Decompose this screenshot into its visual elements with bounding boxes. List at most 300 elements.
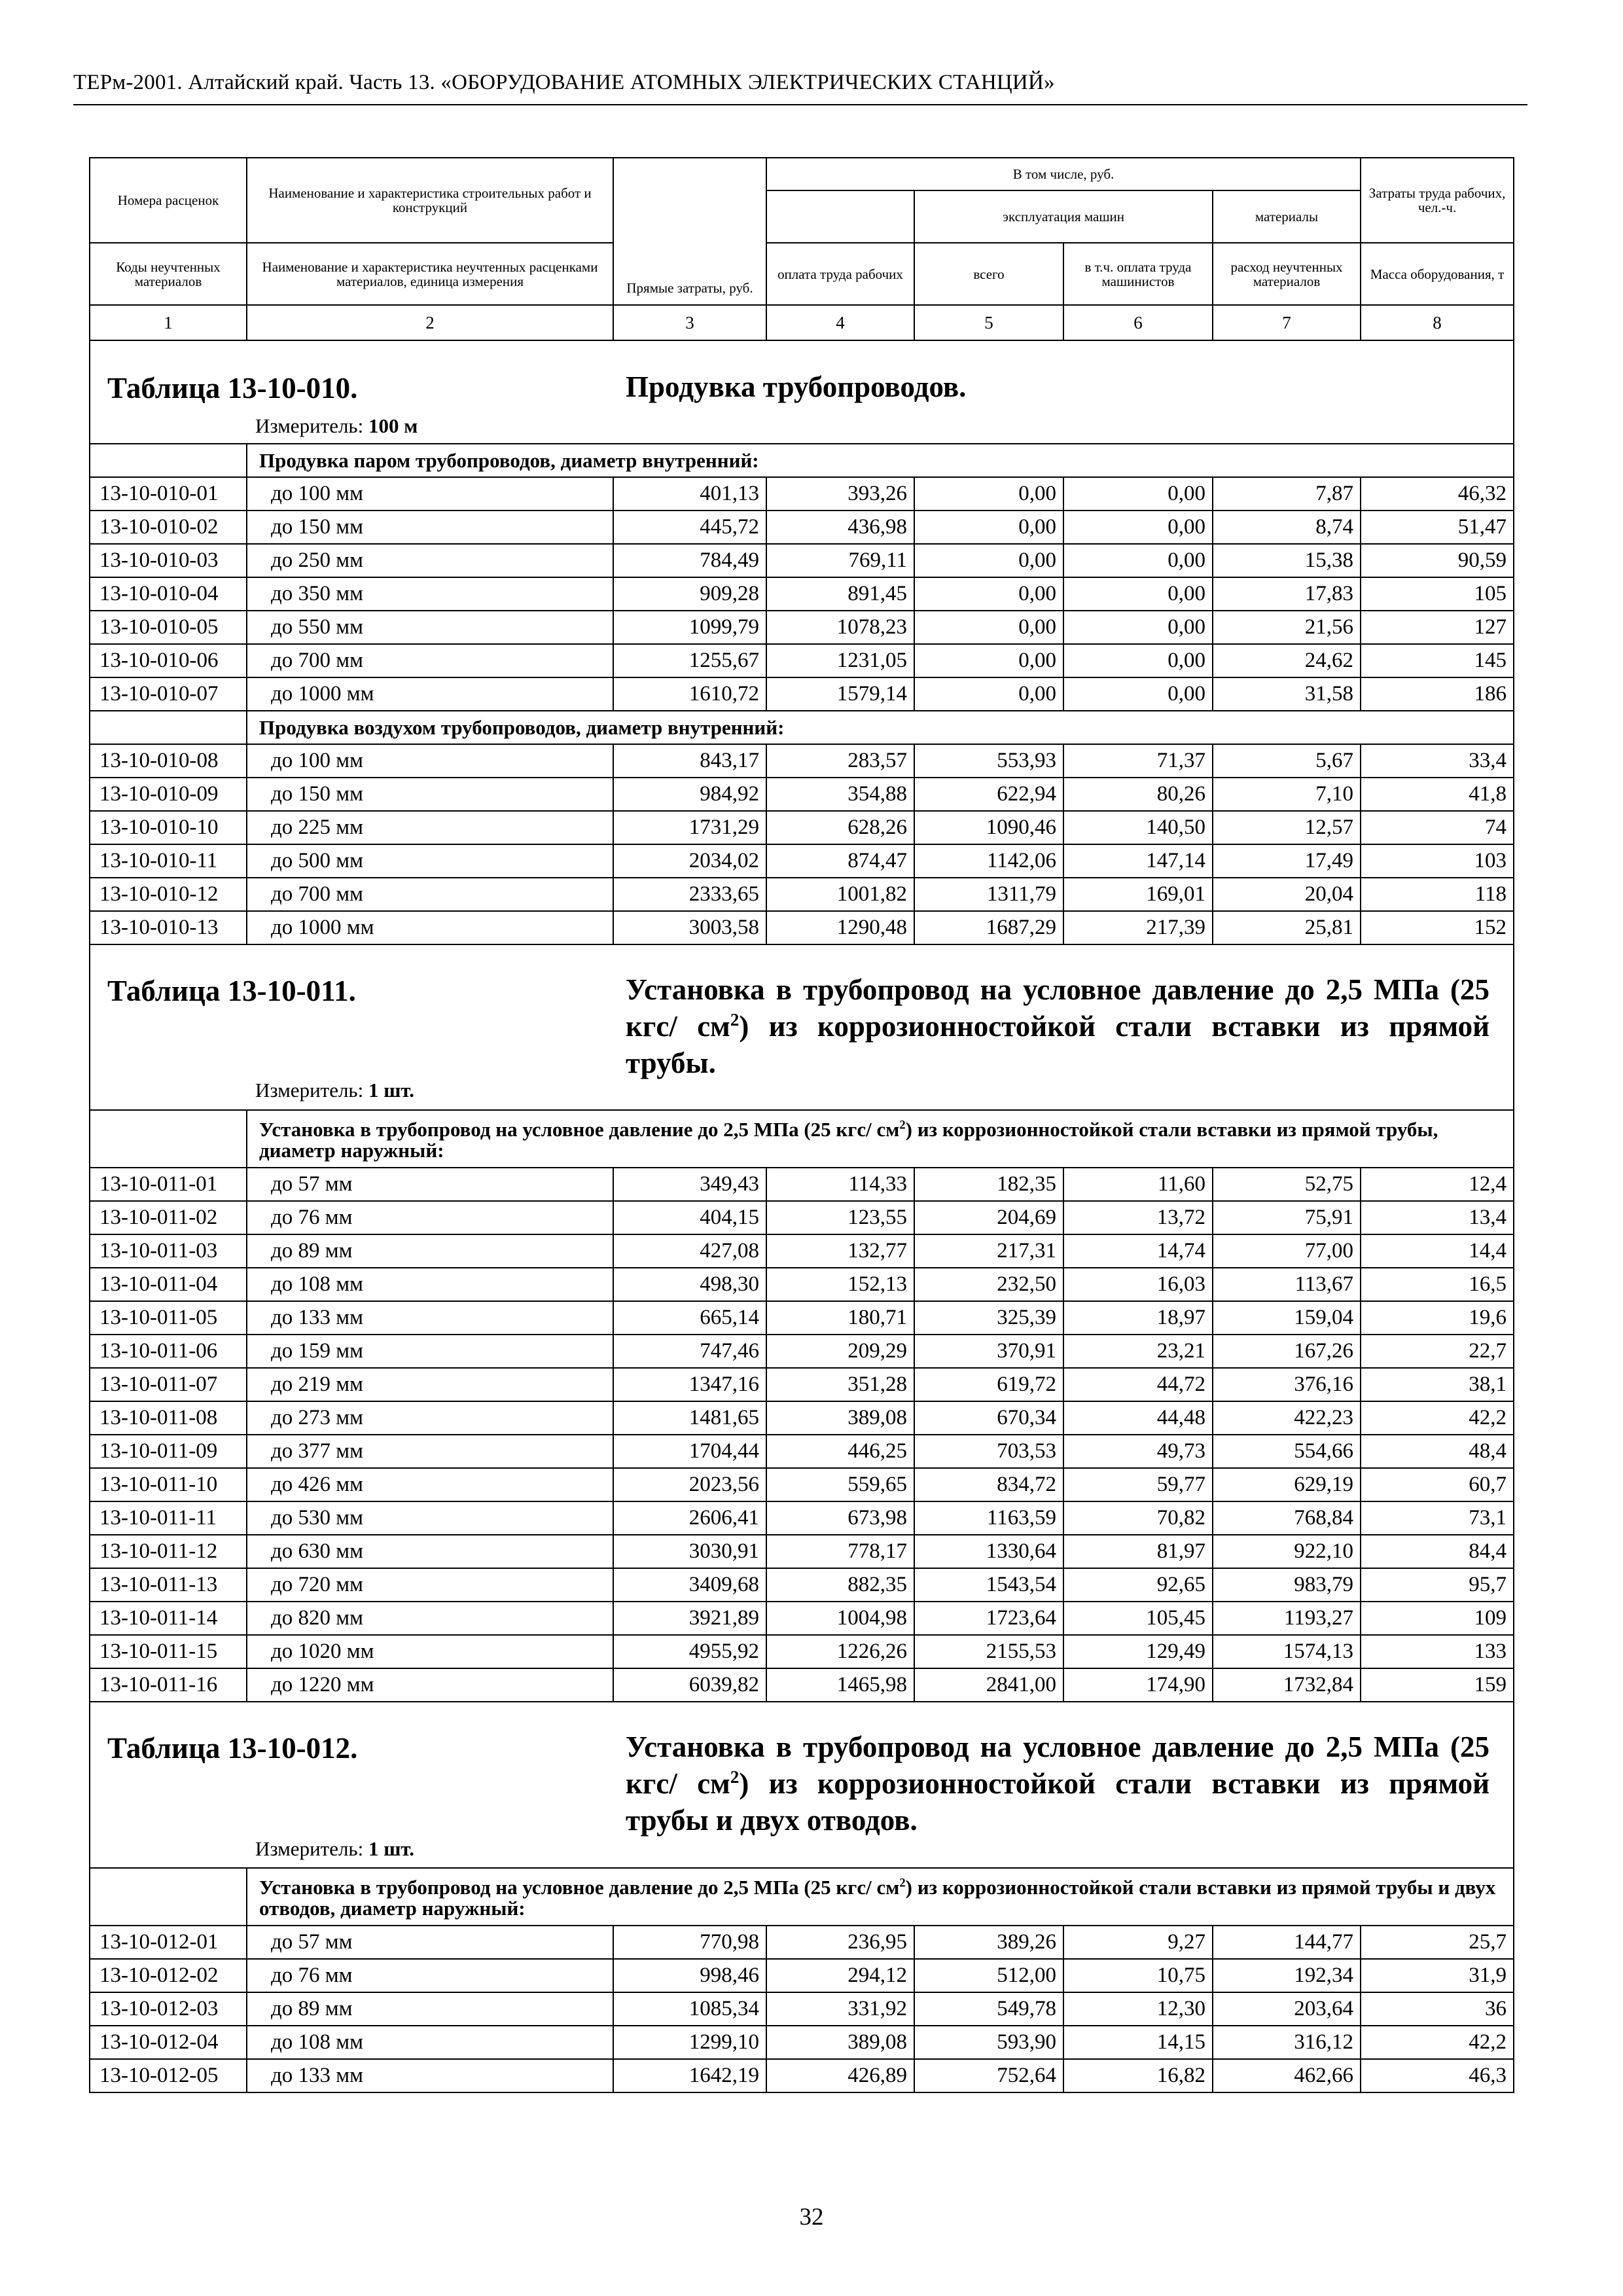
table-row bbox=[90, 1335, 1514, 1368]
worker-pay-cell: 1004,98 bbox=[766, 1602, 914, 1635]
rate-code-cell: 13-10-011-02 bbox=[90, 1201, 247, 1234]
worker-pay-cell: 559,65 bbox=[766, 1468, 914, 1501]
labor-cost-cell: 46,32 bbox=[1361, 477, 1514, 511]
group-code-spacer bbox=[90, 444, 247, 477]
superscript-2: 2 bbox=[730, 1767, 740, 1787]
group-heading-row bbox=[90, 444, 1514, 477]
materials-cell: 316,12 bbox=[1213, 2026, 1361, 2059]
machinist-pay-cell: 23,21 bbox=[1063, 1335, 1213, 1368]
materials-cell: 21,56 bbox=[1213, 611, 1361, 644]
labor-cost-cell: 42,2 bbox=[1361, 1401, 1514, 1435]
labor-cost-cell: 105 bbox=[1361, 577, 1514, 611]
labor-cost-cell: 145 bbox=[1361, 644, 1514, 677]
machinist-pay-cell: 13,72 bbox=[1063, 1201, 1213, 1234]
diameter-cell: до 89 мм bbox=[247, 1992, 613, 2026]
direct-cost-cell: 2333,65 bbox=[613, 878, 766, 911]
materials-cell: 17,49 bbox=[1213, 844, 1361, 878]
materials-cell: 17,83 bbox=[1213, 577, 1361, 611]
table-row bbox=[90, 1234, 1514, 1268]
measure-label: Измеритель: bbox=[255, 1079, 364, 1102]
worker-pay-cell: 891,45 bbox=[766, 577, 914, 611]
table-row bbox=[90, 1501, 1514, 1535]
rate-code-cell: 13-10-011-12 bbox=[90, 1535, 247, 1568]
materials-cell: 554,66 bbox=[1213, 1435, 1361, 1468]
worker-pay-cell: 882,35 bbox=[766, 1568, 914, 1602]
worker-pay-cell: 283,57 bbox=[766, 744, 914, 778]
diameter-cell: до 700 мм bbox=[247, 878, 613, 911]
measure-value: 1 шт. bbox=[368, 1079, 415, 1102]
worker-pay-cell: 1290,48 bbox=[766, 911, 914, 944]
column-number: 4 bbox=[766, 305, 914, 340]
machinist-pay-cell: 10,75 bbox=[1063, 1959, 1213, 1992]
col-rate-no-header: Номера расценок bbox=[90, 158, 247, 243]
materials-cell: 75,91 bbox=[1213, 1201, 1361, 1234]
table-row bbox=[90, 1401, 1514, 1435]
group-code-spacer bbox=[90, 711, 247, 744]
worker-pay-cell: 1465,98 bbox=[766, 1668, 914, 1702]
machines-total-cell: 1163,59 bbox=[914, 1501, 1063, 1535]
diameter-cell: до 159 мм bbox=[247, 1335, 613, 1368]
labor-cost-cell: 33,4 bbox=[1361, 744, 1514, 778]
worker-pay-cell: 389,08 bbox=[766, 2026, 914, 2059]
rate-code-cell: 13-10-010-11 bbox=[90, 844, 247, 878]
col-worker-pay-spacer bbox=[766, 190, 914, 243]
diameter-cell: до 150 мм bbox=[247, 511, 613, 544]
direct-cost-cell: 3003,58 bbox=[613, 911, 766, 944]
rate-code-cell: 13-10-012-04 bbox=[90, 2026, 247, 2059]
diameter-cell: до 500 мм bbox=[247, 844, 613, 878]
machinist-pay-cell: 70,82 bbox=[1063, 1501, 1213, 1535]
rate-code-cell: 13-10-010-06 bbox=[90, 644, 247, 677]
materials-cell: 203,64 bbox=[1213, 1992, 1361, 2026]
machines-total-cell: 622,94 bbox=[914, 778, 1063, 811]
table-row bbox=[90, 1268, 1514, 1301]
labor-cost-cell: 133 bbox=[1361, 1635, 1514, 1668]
group-heading: Продувка паром трубопроводов, диаметр внутренний: bbox=[247, 444, 1514, 477]
worker-pay-cell: 132,77 bbox=[766, 1234, 914, 1268]
machines-total-cell: 752,64 bbox=[914, 2059, 1063, 2092]
group-heading-row bbox=[90, 1110, 1514, 1168]
table-row bbox=[90, 1535, 1514, 1568]
labor-cost-cell: 186 bbox=[1361, 677, 1514, 711]
table-number: Таблица 13-10-011. bbox=[107, 975, 356, 1007]
materials-cell: 113,67 bbox=[1213, 1268, 1361, 1301]
table-title bbox=[626, 1729, 1489, 1839]
worker-pay-cell: 426,89 bbox=[766, 2059, 914, 2092]
labor-cost-cell: 12,4 bbox=[1361, 1168, 1514, 1201]
machinist-pay-cell: 0,00 bbox=[1063, 677, 1213, 711]
table-row bbox=[90, 1568, 1514, 1602]
table-row bbox=[90, 911, 1514, 944]
diameter-cell: до 108 мм bbox=[247, 1268, 613, 1301]
worker-pay-cell: 180,71 bbox=[766, 1301, 914, 1335]
table-row bbox=[90, 1602, 1514, 1635]
materials-cell: 1732,84 bbox=[1213, 1668, 1361, 1702]
rate-code-cell: 13-10-011-01 bbox=[90, 1168, 247, 1201]
machines-total-cell: 619,72 bbox=[914, 1368, 1063, 1401]
measure-value: 1 шт. bbox=[368, 1837, 415, 1860]
diameter-cell: до 550 мм bbox=[247, 611, 613, 644]
machinist-pay-cell: 169,01 bbox=[1063, 878, 1213, 911]
direct-cost-cell: 770,98 bbox=[613, 1926, 766, 1959]
labor-cost-cell: 31,9 bbox=[1361, 1959, 1514, 1992]
diameter-cell: до 1000 мм bbox=[247, 677, 613, 711]
machinist-pay-cell: 147,14 bbox=[1063, 844, 1213, 878]
direct-cost-cell: 1610,72 bbox=[613, 677, 766, 711]
labor-cost-cell: 48,4 bbox=[1361, 1435, 1514, 1468]
table-row bbox=[90, 544, 1514, 577]
table-title-row bbox=[90, 944, 1514, 1110]
rate-code-cell: 13-10-011-05 bbox=[90, 1301, 247, 1335]
machinist-pay-cell: 11,60 bbox=[1063, 1168, 1213, 1201]
rate-code-cell: 13-10-010-12 bbox=[90, 878, 247, 911]
diameter-cell: до 76 мм bbox=[247, 1201, 613, 1234]
materials-cell: 768,84 bbox=[1213, 1501, 1361, 1535]
diameter-cell: до 350 мм bbox=[247, 577, 613, 611]
worker-pay-cell: 294,12 bbox=[766, 1959, 914, 1992]
labor-cost-cell: 13,4 bbox=[1361, 1201, 1514, 1234]
worker-pay-cell: 152,13 bbox=[766, 1268, 914, 1301]
group-heading: Продувка воздухом трубопроводов, диаметр внутренний: bbox=[247, 711, 1514, 744]
machines-total-cell: 553,93 bbox=[914, 744, 1063, 778]
rate-code-cell: 13-10-010-13 bbox=[90, 911, 247, 944]
table-row bbox=[90, 778, 1514, 811]
table-title-block bbox=[90, 341, 1513, 443]
materials-cell: 159,04 bbox=[1213, 1301, 1361, 1335]
labor-cost-cell: 19,6 bbox=[1361, 1301, 1514, 1335]
rate-code-cell: 13-10-011-16 bbox=[90, 1668, 247, 1702]
col-labor-cost-header: Затраты труда рабочих, чел.-ч. bbox=[1361, 158, 1514, 243]
diameter-cell: до 133 мм bbox=[247, 2059, 613, 2092]
diameter-cell: до 76 мм bbox=[247, 1959, 613, 1992]
group-heading-part: Установка в трубопровод на условное давление до 2,5 МПа (25 кгс/ см bbox=[259, 1118, 900, 1141]
diameter-cell: до 820 мм bbox=[247, 1602, 613, 1635]
table-row bbox=[90, 1959, 1514, 1992]
rate-code-cell: 13-10-010-04 bbox=[90, 577, 247, 611]
worker-pay-cell: 209,29 bbox=[766, 1335, 914, 1368]
worker-pay-cell: 1579,14 bbox=[766, 677, 914, 711]
table-number: Таблица 13-10-010. bbox=[107, 372, 358, 404]
header-row-1 bbox=[90, 158, 1514, 190]
materials-cell: 983,79 bbox=[1213, 1568, 1361, 1602]
diameter-cell: до 377 мм bbox=[247, 1435, 613, 1468]
table-row bbox=[90, 1301, 1514, 1335]
worker-pay-cell: 236,95 bbox=[766, 1926, 914, 1959]
table-row bbox=[90, 1368, 1514, 1401]
machines-total-cell: 0,00 bbox=[914, 511, 1063, 544]
measure-value: 100 м bbox=[368, 414, 418, 437]
worker-pay-cell: 436,98 bbox=[766, 511, 914, 544]
machines-total-cell: 834,72 bbox=[914, 1468, 1063, 1501]
machines-total-cell: 1311,79 bbox=[914, 878, 1063, 911]
rate-code-cell: 13-10-011-15 bbox=[90, 1635, 247, 1668]
rate-code-cell: 13-10-010-09 bbox=[90, 778, 247, 811]
table-title-cell bbox=[90, 1702, 1514, 1868]
worker-pay-cell: 1226,26 bbox=[766, 1635, 914, 1668]
machinist-pay-cell: 0,00 bbox=[1063, 544, 1213, 577]
table-row bbox=[90, 844, 1514, 878]
direct-cost-cell: 2034,02 bbox=[613, 844, 766, 878]
machines-total-cell: 593,90 bbox=[914, 2026, 1063, 2059]
materials-cell: 1574,13 bbox=[1213, 1635, 1361, 1668]
machines-total-cell: 389,26 bbox=[914, 1926, 1063, 1959]
table-title-cell bbox=[90, 944, 1514, 1110]
direct-cost-cell: 998,46 bbox=[613, 1959, 766, 1992]
col-incl-mach-pay-header: в т.ч. оплата труда машинистов bbox=[1063, 243, 1213, 305]
direct-cost-cell: 1255,67 bbox=[613, 644, 766, 677]
diameter-cell: до 57 мм bbox=[247, 1168, 613, 1201]
table-measure bbox=[255, 1837, 414, 1861]
direct-cost-cell: 3409,68 bbox=[613, 1568, 766, 1602]
column-number: 2 bbox=[247, 305, 613, 340]
col-materials-header: материалы bbox=[1213, 190, 1361, 243]
group-heading-part: ) из коррозионностойкой стали вставки из прямой трубы, диаметр наружный: bbox=[259, 1118, 1438, 1162]
machines-total-cell: 0,00 bbox=[914, 677, 1063, 711]
rate-code-cell: 13-10-011-08 bbox=[90, 1401, 247, 1435]
worker-pay-cell: 778,17 bbox=[766, 1535, 914, 1568]
materials-cell: 7,10 bbox=[1213, 778, 1361, 811]
labor-cost-cell: 118 bbox=[1361, 878, 1514, 911]
group-heading-part: Установка в трубопровод на условное давление до 2,5 МПа (25 кгс/ см bbox=[259, 1876, 900, 1899]
diameter-cell: до 150 мм bbox=[247, 778, 613, 811]
direct-cost-cell: 1481,65 bbox=[613, 1401, 766, 1435]
machinist-pay-cell: 92,65 bbox=[1063, 1568, 1213, 1602]
table-row bbox=[90, 477, 1514, 511]
machinist-pay-cell: 44,48 bbox=[1063, 1401, 1213, 1435]
table-title-row bbox=[90, 340, 1514, 444]
labor-cost-cell: 14,4 bbox=[1361, 1234, 1514, 1268]
table-title-block bbox=[90, 945, 1513, 1109]
labor-cost-cell: 60,7 bbox=[1361, 1468, 1514, 1501]
rate-code-cell: 13-10-012-05 bbox=[90, 2059, 247, 2092]
materials-cell: 5,67 bbox=[1213, 744, 1361, 778]
document-header: ТЕРм-2001. Алтайский край. Часть 13. «ОБОРУДОВАНИЕ АТОМНЫХ ЭЛЕКТРИЧЕСКИХ СТАНЦИЙ» bbox=[73, 71, 1055, 94]
materials-cell: 422,23 bbox=[1213, 1401, 1361, 1435]
direct-cost-cell: 665,14 bbox=[613, 1301, 766, 1335]
diameter-cell: до 108 мм bbox=[247, 2026, 613, 2059]
labor-cost-cell: 95,7 bbox=[1361, 1568, 1514, 1602]
direct-cost-cell: 2606,41 bbox=[613, 1501, 766, 1535]
machines-total-cell: 1090,46 bbox=[914, 811, 1063, 844]
machines-total-cell: 217,31 bbox=[914, 1234, 1063, 1268]
materials-cell: 922,10 bbox=[1213, 1535, 1361, 1568]
worker-pay-cell: 446,25 bbox=[766, 1435, 914, 1468]
diameter-cell: до 219 мм bbox=[247, 1368, 613, 1401]
machines-total-cell: 325,39 bbox=[914, 1301, 1063, 1335]
labor-cost-cell: 109 bbox=[1361, 1602, 1514, 1635]
col-worker-pay-header: оплата труда рабочих bbox=[766, 243, 914, 305]
worker-pay-cell: 1231,05 bbox=[766, 644, 914, 677]
machines-total-cell: 0,00 bbox=[914, 477, 1063, 511]
rate-code-cell: 13-10-010-10 bbox=[90, 811, 247, 844]
direct-cost-cell: 1347,16 bbox=[613, 1368, 766, 1401]
machines-total-cell: 2155,53 bbox=[914, 1635, 1063, 1668]
table-measure bbox=[255, 414, 418, 438]
group-code-spacer bbox=[90, 1110, 247, 1168]
rate-code-cell: 13-10-012-03 bbox=[90, 1992, 247, 2026]
table-row bbox=[90, 611, 1514, 644]
column-number: 5 bbox=[914, 305, 1063, 340]
diameter-cell: до 133 мм bbox=[247, 1301, 613, 1335]
labor-cost-cell: 84,4 bbox=[1361, 1535, 1514, 1568]
machines-total-cell: 232,50 bbox=[914, 1268, 1063, 1301]
diameter-cell: до 89 мм bbox=[247, 1234, 613, 1268]
machines-total-cell: 703,53 bbox=[914, 1435, 1063, 1468]
machinist-pay-cell: 129,49 bbox=[1063, 1635, 1213, 1668]
table-row bbox=[90, 2059, 1514, 2092]
materials-cell: 25,81 bbox=[1213, 911, 1361, 944]
superscript-2: 2 bbox=[730, 1010, 740, 1030]
rate-code-cell: 13-10-011-09 bbox=[90, 1435, 247, 1468]
page-number: 32 bbox=[799, 2204, 824, 2231]
direct-cost-cell: 909,28 bbox=[613, 577, 766, 611]
direct-cost-cell: 404,15 bbox=[613, 1201, 766, 1234]
machines-total-cell: 1543,54 bbox=[914, 1568, 1063, 1602]
diameter-cell: до 1020 мм bbox=[247, 1635, 613, 1668]
table-title-block bbox=[90, 1702, 1513, 1867]
superscript-2: 2 bbox=[899, 1876, 906, 1890]
diameter-cell: до 273 мм bbox=[247, 1401, 613, 1435]
machines-total-cell: 204,69 bbox=[914, 1201, 1063, 1234]
diameter-cell: до 426 мм bbox=[247, 1468, 613, 1501]
group-heading bbox=[247, 1110, 1514, 1168]
materials-cell: 15,38 bbox=[1213, 544, 1361, 577]
col-including-header: В том числе, руб. bbox=[766, 158, 1361, 190]
machinist-pay-cell: 16,03 bbox=[1063, 1268, 1213, 1301]
machines-total-cell: 512,00 bbox=[914, 1959, 1063, 1992]
group-heading bbox=[247, 1868, 1514, 1926]
labor-cost-cell: 25,7 bbox=[1361, 1926, 1514, 1959]
machines-total-cell: 0,00 bbox=[914, 577, 1063, 611]
labor-cost-cell: 74 bbox=[1361, 811, 1514, 844]
table-title bbox=[626, 971, 1489, 1081]
diameter-cell: до 57 мм bbox=[247, 1926, 613, 1959]
table-row bbox=[90, 878, 1514, 911]
labor-cost-cell: 103 bbox=[1361, 844, 1514, 878]
header-rule bbox=[73, 104, 1527, 105]
rate-code-cell: 13-10-010-07 bbox=[90, 677, 247, 711]
direct-cost-cell: 843,17 bbox=[613, 744, 766, 778]
table-title-part: Установка в трубопровод на условное давление до 2,5 МПа (25 кгс/ см bbox=[626, 1731, 1489, 1800]
direct-cost-cell: 3921,89 bbox=[613, 1602, 766, 1635]
machinist-pay-cell: 49,73 bbox=[1063, 1435, 1213, 1468]
labor-cost-cell: 42,2 bbox=[1361, 2026, 1514, 2059]
direct-cost-cell: 2023,56 bbox=[613, 1468, 766, 1501]
machines-total-cell: 549,78 bbox=[914, 1992, 1063, 2026]
rate-code-cell: 13-10-010-02 bbox=[90, 511, 247, 544]
direct-cost-cell: 984,92 bbox=[613, 778, 766, 811]
rate-code-cell: 13-10-011-07 bbox=[90, 1368, 247, 1401]
superscript-2: 2 bbox=[899, 1118, 906, 1132]
direct-cost-cell: 427,08 bbox=[613, 1234, 766, 1268]
direct-cost-cell: 1731,29 bbox=[613, 811, 766, 844]
machinist-pay-cell: 174,90 bbox=[1063, 1668, 1213, 1702]
direct-cost-cell: 6039,82 bbox=[613, 1668, 766, 1702]
table-row bbox=[90, 744, 1514, 778]
machines-total-cell: 1687,29 bbox=[914, 911, 1063, 944]
direct-cost-cell: 784,49 bbox=[613, 544, 766, 577]
materials-cell: 24,62 bbox=[1213, 644, 1361, 677]
diameter-cell: до 100 мм bbox=[247, 744, 613, 778]
table-row bbox=[90, 677, 1514, 711]
measure-label: Измеритель: bbox=[255, 1837, 364, 1860]
col-unacc-codes-header: Коды неучтенных материалов bbox=[90, 243, 247, 305]
labor-cost-cell: 73,1 bbox=[1361, 1501, 1514, 1535]
machines-total-cell: 0,00 bbox=[914, 611, 1063, 644]
rates-table bbox=[89, 157, 1514, 2093]
materials-cell: 462,66 bbox=[1213, 2059, 1361, 2092]
materials-cell: 31,58 bbox=[1213, 677, 1361, 711]
labor-cost-cell: 16,5 bbox=[1361, 1268, 1514, 1301]
machines-total-cell: 370,91 bbox=[914, 1335, 1063, 1368]
table-title-part: ) из коррозионностойкой стали вставки из прямой трубы. bbox=[626, 1010, 1489, 1079]
rate-code-cell: 13-10-012-01 bbox=[90, 1926, 247, 1959]
materials-cell: 376,16 bbox=[1213, 1368, 1361, 1401]
table-row bbox=[90, 1168, 1514, 1201]
labor-cost-cell: 22,7 bbox=[1361, 1335, 1514, 1368]
machinist-pay-cell: 140,50 bbox=[1063, 811, 1213, 844]
direct-cost-cell: 498,30 bbox=[613, 1268, 766, 1301]
worker-pay-cell: 351,28 bbox=[766, 1368, 914, 1401]
rate-code-cell: 13-10-011-03 bbox=[90, 1234, 247, 1268]
diameter-cell: до 100 мм bbox=[247, 477, 613, 511]
materials-cell: 8,74 bbox=[1213, 511, 1361, 544]
diameter-cell: до 250 мм bbox=[247, 544, 613, 577]
col-unacc-usage-header: расход неучтенных материалов bbox=[1213, 243, 1361, 305]
direct-cost-cell: 401,13 bbox=[613, 477, 766, 511]
machinist-pay-cell: 9,27 bbox=[1063, 1926, 1213, 1959]
table-row bbox=[90, 1468, 1514, 1501]
table-number: Таблица 13-10-012. bbox=[107, 1732, 358, 1765]
labor-cost-cell: 152 bbox=[1361, 911, 1514, 944]
rate-code-cell: 13-10-010-08 bbox=[90, 744, 247, 778]
labor-cost-cell: 41,8 bbox=[1361, 778, 1514, 811]
machinist-pay-cell: 44,72 bbox=[1063, 1368, 1213, 1401]
table-row bbox=[90, 1668, 1514, 1702]
direct-cost-cell: 445,72 bbox=[613, 511, 766, 544]
labor-cost-cell: 38,1 bbox=[1361, 1368, 1514, 1401]
column-number: 6 bbox=[1063, 305, 1213, 340]
direct-cost-cell: 4955,92 bbox=[613, 1635, 766, 1668]
col-machines-header: эксплуатация машин bbox=[914, 190, 1213, 243]
group-heading-row bbox=[90, 1868, 1514, 1926]
machinist-pay-cell: 14,74 bbox=[1063, 1234, 1213, 1268]
diameter-cell: до 630 мм bbox=[247, 1535, 613, 1568]
table-row bbox=[90, 1926, 1514, 1959]
table-row bbox=[90, 511, 1514, 544]
machinist-pay-cell: 18,97 bbox=[1063, 1301, 1213, 1335]
labor-cost-cell: 90,59 bbox=[1361, 544, 1514, 577]
machinist-pay-cell: 71,37 bbox=[1063, 744, 1213, 778]
machinist-pay-cell: 80,26 bbox=[1063, 778, 1213, 811]
machines-total-cell: 182,35 bbox=[914, 1168, 1063, 1201]
labor-cost-cell: 36 bbox=[1361, 1992, 1514, 2026]
col-unacc-names-header: Наименование и характеристика неучтенных расценками материалов, единица измерения bbox=[247, 243, 613, 305]
direct-cost-cell: 1085,34 bbox=[613, 1992, 766, 2026]
worker-pay-cell: 628,26 bbox=[766, 811, 914, 844]
machinist-pay-cell: 217,39 bbox=[1063, 911, 1213, 944]
column-numbers-row bbox=[90, 305, 1514, 340]
labor-cost-cell: 46,3 bbox=[1361, 2059, 1514, 2092]
machinist-pay-cell: 81,97 bbox=[1063, 1535, 1213, 1568]
direct-cost-cell: 747,46 bbox=[613, 1335, 766, 1368]
diameter-cell: до 530 мм bbox=[247, 1501, 613, 1535]
direct-cost-cell: 3030,91 bbox=[613, 1535, 766, 1568]
table-row bbox=[90, 577, 1514, 611]
rate-code-cell: 13-10-012-02 bbox=[90, 1959, 247, 1992]
materials-cell: 167,26 bbox=[1213, 1335, 1361, 1368]
worker-pay-cell: 114,33 bbox=[766, 1168, 914, 1201]
